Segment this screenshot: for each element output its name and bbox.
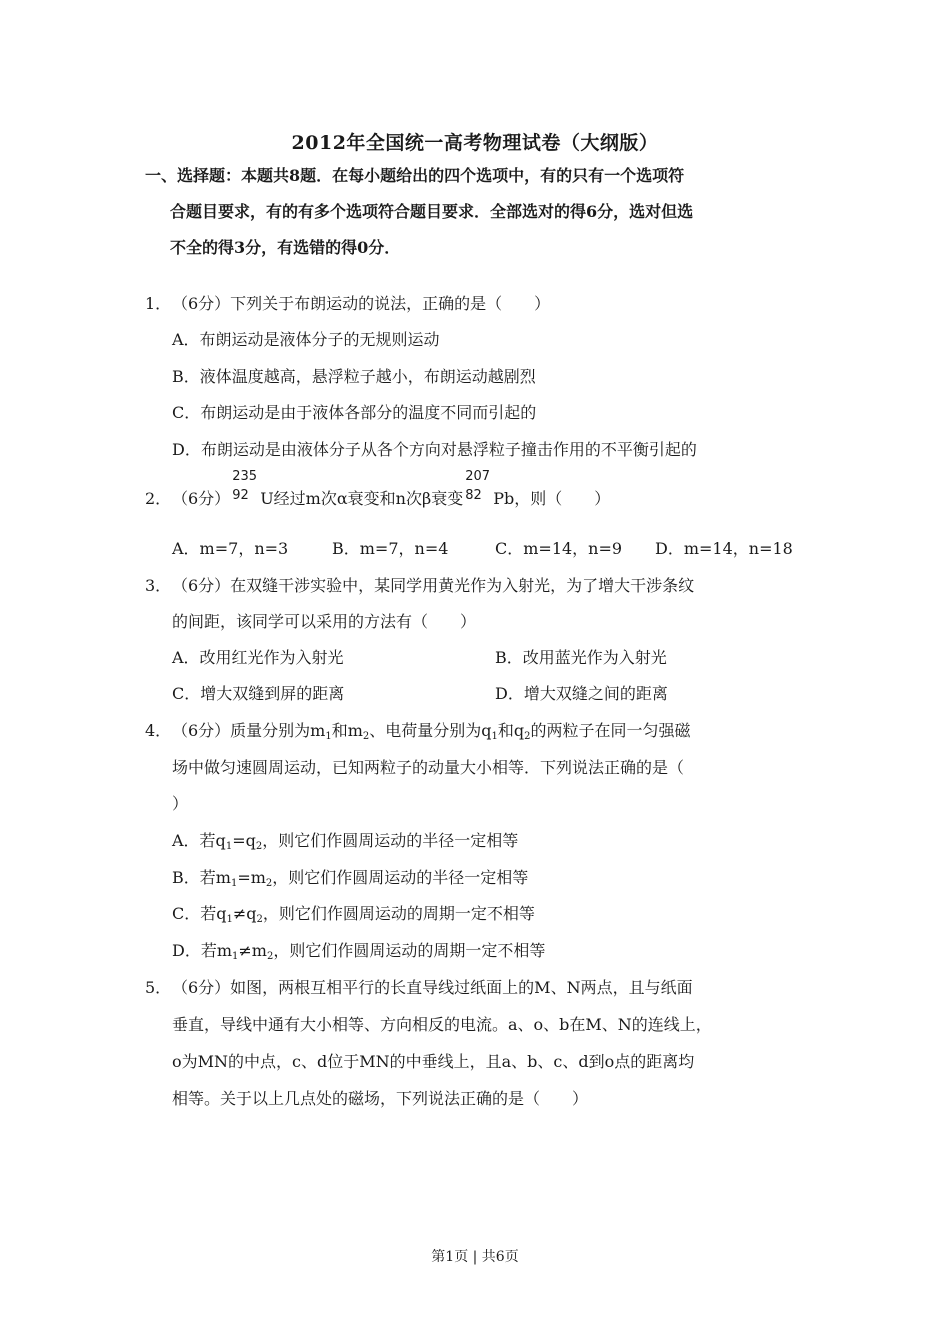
option-part: D．若m (172, 941, 233, 960)
q3-option-d: D．增大双缝之间的距离 (495, 684, 668, 703)
question-text: （6分）在双缝干涉实验中，某同学用黄光作为入射光，为了增大干涉条纹 (172, 576, 695, 595)
q2-option-b: B．m=7，n=4 (332, 539, 449, 558)
q3-option-c: C．增大双缝到屏的距离 (172, 684, 345, 703)
question-number: 2． (145, 489, 172, 508)
q2-option-d: D．m=14，n=18 (655, 539, 793, 558)
stem-part: 和q (497, 721, 525, 740)
subscript: 1 (226, 914, 233, 925)
q4-option-a (172, 830, 518, 858)
subscript: 1 (491, 731, 498, 742)
option-part: A．若q (172, 831, 226, 850)
q4-option-b (172, 867, 528, 895)
subscript: 2 (265, 878, 273, 889)
q1-option-d: D．布朗运动是由液体分子从各个方向对悬浮粒子撞击作用的不平衡引起的 (172, 440, 697, 459)
q1-option-b: B．液体温度越高，悬浮粒子越小，布朗运动越剧烈 (172, 367, 536, 386)
q3-option-b: B．改用蓝光作为入射光 (495, 648, 667, 667)
stem-part: 的两粒子在同一匀强磁 (530, 721, 691, 740)
q1-option-c: C．布朗运动是由于液体各部分的温度不同而引起的 (172, 403, 537, 422)
subscript: 2 (266, 951, 274, 962)
option-part: ≠q (232, 904, 257, 923)
question-3-stem-cont: 的间距，该同学可以采用的方法有（ ） (172, 612, 477, 631)
decay-text: U经过m次α衰变和n次β衰变 (260, 489, 464, 508)
stem-part: 、电荷量分别为q (369, 721, 492, 740)
uranium-nuclide (230, 469, 260, 510)
score-prefix: （6分） (172, 489, 231, 508)
question-number: 1． (145, 294, 172, 313)
question-5-stem-line-2: 垂直，导线中通有大小相等、方向相反的电流。a、o、b在M、N的连线上， (172, 1015, 712, 1034)
question-text: （6分）如图，两根互相平行的长直导线过纸面上的M、N两点，且与纸面 (172, 978, 693, 997)
question-4-stem-cont: 场中做匀速圆周运动，已知两粒子的动量大小相等．下列说法正确的是（ (172, 758, 685, 777)
option-part: ，则它们作圆周运动的半径一定相等 (262, 831, 519, 850)
question-text (172, 469, 611, 510)
question-number: 5． (145, 978, 172, 997)
page-title: 2012年全国统一高考物理试卷（大纲版） (291, 132, 659, 154)
question-text: （6分）下列关于布朗运动的说法，正确的是（ ） (172, 294, 551, 313)
subscript: 1 (325, 731, 332, 742)
question-text (172, 720, 691, 748)
q4-option-d (172, 940, 545, 968)
q2-option-c: C．m=14，n=9 (495, 539, 623, 558)
section-line-2: 合题目要求，有的有多个选项符合题目要求．全部选对的得6分，选对但选 (170, 202, 694, 221)
q4-option-c (172, 903, 535, 931)
q2-option-a: A．m=7，n=3 (172, 539, 289, 558)
subscript: 2 (524, 731, 531, 742)
option-part: =q (232, 831, 256, 850)
section-instructions (145, 158, 815, 266)
question-5-stem-line-3: o为MN的中点，c、d位于MN的中垂线上，且a、b、c、d到o点的距离均 (172, 1052, 695, 1071)
section-line-1: 一、选择题：本题共8题．在每小题给出的四个选项中，有的只有一个选项符 (145, 166, 685, 185)
subscript: 2 (256, 914, 263, 925)
subscript: 1 (230, 878, 238, 889)
stem-part: 和m (331, 721, 363, 740)
option-part: B．若m (172, 868, 231, 887)
question-5-stem-line-4: 相等。关于以上几点处的磁场，下列说法正确的是（ ） (172, 1089, 589, 1108)
subscript: 2 (255, 841, 263, 852)
page-footer: 第1页 | 共6页 (431, 1249, 519, 1265)
question-number: 3． (145, 576, 172, 595)
option-part: =m (237, 868, 266, 887)
section-line-3: 不全的得3分，有选错的得0分． (170, 238, 401, 257)
question-number: 4． (145, 721, 172, 740)
option-part: ，则它们作圆周运动的周期一定不相等 (262, 904, 535, 923)
q1-option-a: A．布朗运动是液体分子的无规则运动 (172, 330, 440, 349)
mass-number: 207 (465, 469, 491, 484)
lead-nuclide (463, 469, 493, 510)
atomic-number: 92 (232, 488, 249, 503)
subscript: 2 (362, 731, 370, 742)
question-suffix: Pb，则（ ） (493, 489, 611, 508)
question-4-stem-end: ） (172, 794, 189, 813)
option-part: ，则它们作圆周运动的半径一定相等 (272, 868, 529, 887)
subscript: 1 (225, 841, 233, 852)
option-part: C．若q (172, 904, 227, 923)
option-part: ，则它们作圆周运动的周期一定不相等 (273, 941, 546, 960)
atomic-number: 82 (465, 488, 482, 503)
option-part: ≠m (238, 941, 267, 960)
mass-number: 235 (232, 469, 258, 484)
subscript: 1 (232, 951, 239, 962)
q3-option-a: A．改用红光作为入射光 (172, 648, 344, 667)
stem-part: （6分）质量分别为m (172, 721, 326, 740)
